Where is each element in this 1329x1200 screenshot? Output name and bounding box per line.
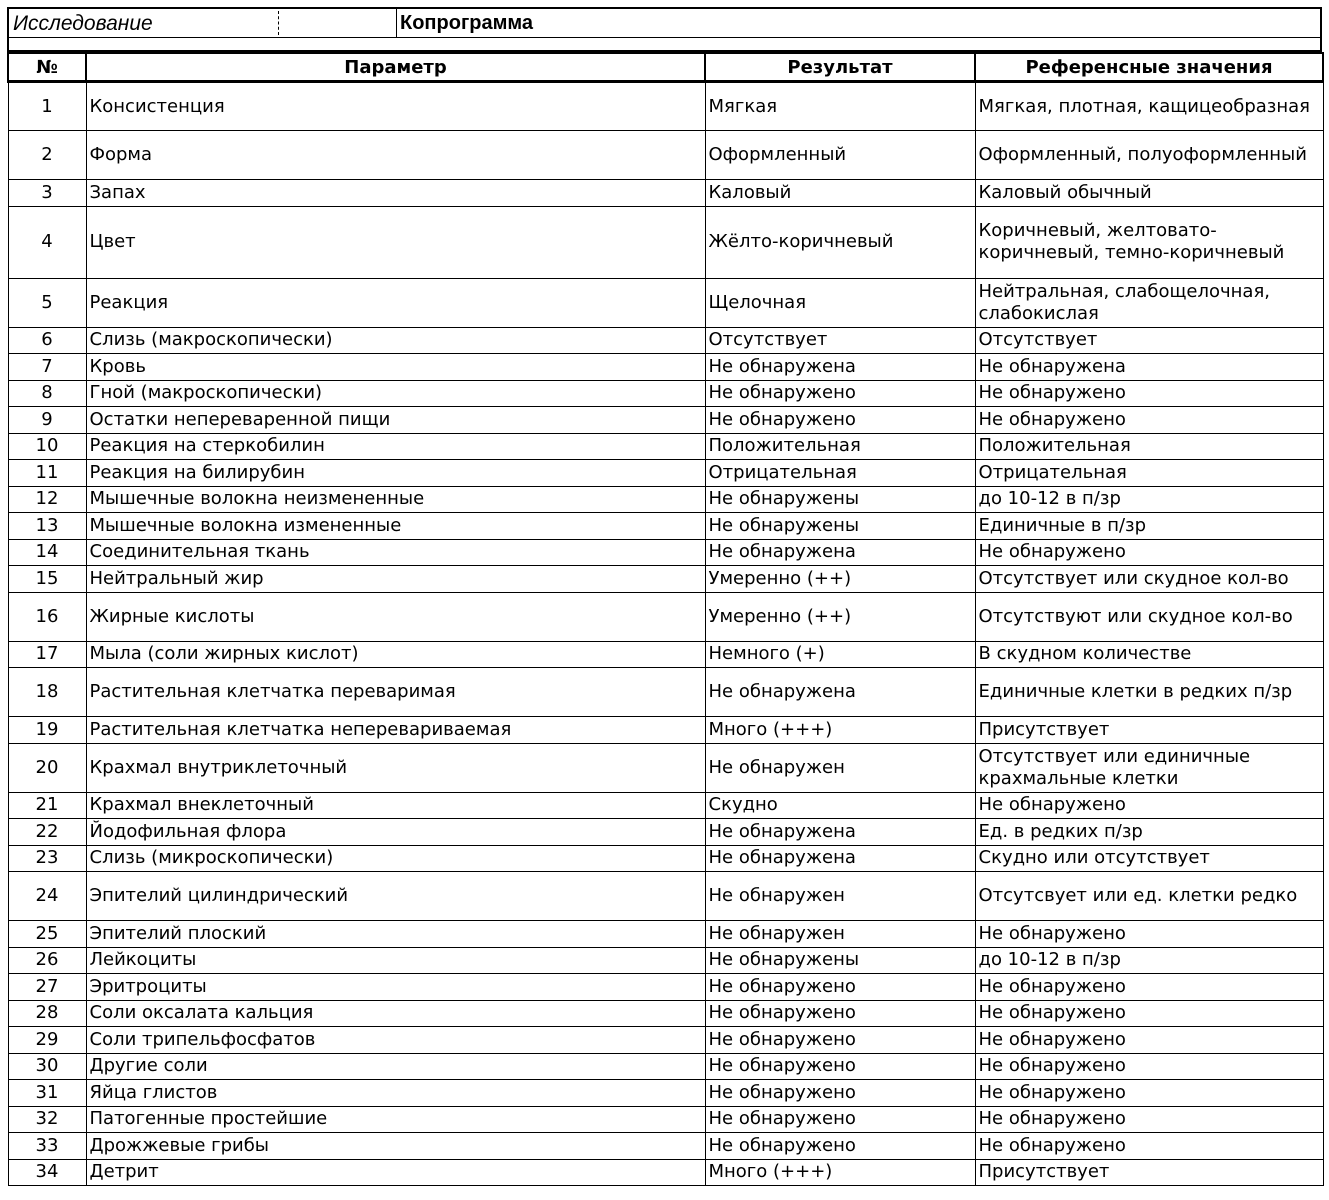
- row-result: Не обнаружена: [705, 819, 975, 846]
- row-number: 30: [8, 1053, 86, 1080]
- table-row: [8, 947, 1323, 974]
- row-number: 29: [8, 1027, 86, 1054]
- row-result: Умеренно (++): [705, 566, 975, 593]
- row-reference: Не обнаружено: [975, 1027, 1323, 1054]
- row-number: 18: [8, 668, 86, 717]
- row-reference: Оформленный, полуоформленный: [975, 131, 1323, 180]
- row-number: 34: [8, 1159, 86, 1186]
- row-parameter: Остатки непереваренной пищи: [86, 407, 705, 434]
- row-reference: Не обнаружено: [975, 921, 1323, 948]
- row-reference: Не обнаружено: [975, 1053, 1323, 1080]
- row-result: Не обнаружен: [705, 872, 975, 921]
- row-number: 11: [8, 460, 86, 487]
- table-header-row: [8, 53, 1323, 82]
- row-parameter: Растительная клетчатка переваримая: [86, 668, 705, 717]
- row-parameter: Растительная клетчатка неперевариваемая: [86, 717, 705, 744]
- row-parameter: Форма: [86, 131, 705, 180]
- table-row: [8, 1053, 1323, 1080]
- table-row: [8, 131, 1323, 180]
- row-number: 4: [8, 206, 86, 278]
- header-divider: [396, 9, 397, 37]
- table-row: [8, 819, 1323, 846]
- row-result: Скудно: [705, 792, 975, 819]
- row-result: Не обнаружен: [705, 921, 975, 948]
- row-parameter: Реакция на билирубин: [86, 460, 705, 487]
- row-parameter: Нейтральный жир: [86, 566, 705, 593]
- row-result: Не обнаружено: [705, 1080, 975, 1107]
- study-label: Исследование: [13, 12, 153, 35]
- row-number: 3: [8, 180, 86, 207]
- row-parameter: Консистенция: [86, 82, 705, 131]
- row-parameter: Цвет: [86, 206, 705, 278]
- row-result: Не обнаружена: [705, 539, 975, 566]
- table-row: [8, 82, 1323, 131]
- row-reference: Не обнаружено: [975, 380, 1323, 407]
- row-number: 22: [8, 819, 86, 846]
- table-body: [8, 82, 1323, 1186]
- row-reference: Каловый обычный: [975, 180, 1323, 207]
- table-row: [8, 354, 1323, 381]
- table-row: [8, 1133, 1323, 1160]
- row-parameter: Эритроциты: [86, 974, 705, 1001]
- row-number: 24: [8, 872, 86, 921]
- row-parameter: Патогенные простейшие: [86, 1106, 705, 1133]
- row-parameter: Детрит: [86, 1159, 705, 1186]
- results-table: [7, 52, 1324, 1186]
- row-result: Не обнаружены: [705, 486, 975, 513]
- row-parameter: Соли оксалата кальция: [86, 1000, 705, 1027]
- row-number: 8: [8, 380, 86, 407]
- row-parameter: Слизь (макроскопически): [86, 327, 705, 354]
- table-row: [8, 380, 1323, 407]
- row-result: Жёлто-коричневый: [705, 206, 975, 278]
- table-row: [8, 592, 1323, 641]
- row-parameter: Другие соли: [86, 1053, 705, 1080]
- row-reference: Отсутствует: [975, 327, 1323, 354]
- row-result: Немного (+): [705, 641, 975, 668]
- row-reference: Скудно или отсутствует: [975, 845, 1323, 872]
- row-number: 19: [8, 717, 86, 744]
- row-result: Не обнаружены: [705, 947, 975, 974]
- row-reference: Присутствует: [975, 717, 1323, 744]
- study-title: Копрограмма: [400, 12, 534, 34]
- row-result: Не обнаружена: [705, 354, 975, 381]
- table-row: [8, 1106, 1323, 1133]
- row-reference: Не обнаружено: [975, 1080, 1323, 1107]
- row-result: Не обнаружено: [705, 1106, 975, 1133]
- table-row: [8, 206, 1323, 278]
- table-row: [8, 486, 1323, 513]
- row-number: 32: [8, 1106, 86, 1133]
- row-number: 27: [8, 974, 86, 1001]
- row-number: 16: [8, 592, 86, 641]
- row-parameter: Соединительная ткань: [86, 539, 705, 566]
- row-result: Каловый: [705, 180, 975, 207]
- row-reference: Присутствует: [975, 1159, 1323, 1186]
- row-reference: Ед. в редких п/зр: [975, 819, 1323, 846]
- row-result: Не обнаружено: [705, 974, 975, 1001]
- col-header-reference: Референсные значения: [975, 53, 1323, 82]
- col-header-number: №: [8, 53, 86, 82]
- row-result: Не обнаружено: [705, 380, 975, 407]
- row-parameter: Лейкоциты: [86, 947, 705, 974]
- row-reference: Отсутствуют или скудное кол-во: [975, 592, 1323, 641]
- table-row: [8, 327, 1323, 354]
- row-number: 7: [8, 354, 86, 381]
- row-reference: Отсутствует или скудное кол-во: [975, 566, 1323, 593]
- table-row: [8, 460, 1323, 487]
- table-row: [8, 407, 1323, 434]
- row-reference: Коричневый, желтовато-коричневый, темно-коричневый: [975, 206, 1323, 278]
- row-number: 17: [8, 641, 86, 668]
- row-parameter: Йодофильная флора: [86, 819, 705, 846]
- row-number: 6: [8, 327, 86, 354]
- row-parameter: Мышечные волокна измененные: [86, 513, 705, 540]
- row-reference: Нейтральная, слабощелочная, слабокислая: [975, 278, 1323, 327]
- row-parameter: Запах: [86, 180, 705, 207]
- row-parameter: Жирные кислоты: [86, 592, 705, 641]
- row-number: 2: [8, 131, 86, 180]
- row-result: Не обнаружено: [705, 1000, 975, 1027]
- table-row: [8, 668, 1323, 717]
- row-number: 28: [8, 1000, 86, 1027]
- row-reference: Отсутствует или единичные крахмальные клетки: [975, 743, 1323, 792]
- row-number: 9: [8, 407, 86, 434]
- row-reference: Не обнаружено: [975, 974, 1323, 1001]
- row-parameter: Слизь (микроскопически): [86, 845, 705, 872]
- row-number: 5: [8, 278, 86, 327]
- row-result: Не обнаружена: [705, 845, 975, 872]
- row-reference: до 10-12 в п/зр: [975, 486, 1323, 513]
- row-result: Не обнаружено: [705, 1133, 975, 1160]
- row-parameter: Дрожжевые грибы: [86, 1133, 705, 1160]
- row-reference: Не обнаружено: [975, 1106, 1323, 1133]
- row-result: Умеренно (++): [705, 592, 975, 641]
- row-number: 15: [8, 566, 86, 593]
- table-row: [8, 717, 1323, 744]
- col-header-parameter: Параметр: [86, 53, 705, 82]
- row-number: 14: [8, 539, 86, 566]
- header-spacer: [7, 37, 1322, 52]
- table-row: [8, 433, 1323, 460]
- row-result: Не обнаружено: [705, 1027, 975, 1054]
- col-header-result: Результат: [705, 53, 975, 82]
- row-number: 20: [8, 743, 86, 792]
- row-number: 10: [8, 433, 86, 460]
- row-result: Отсутствует: [705, 327, 975, 354]
- table-row: [8, 845, 1323, 872]
- row-parameter: Реакция на стеркобилин: [86, 433, 705, 460]
- row-result: Не обнаружено: [705, 1053, 975, 1080]
- row-reference: Не обнаружено: [975, 1133, 1323, 1160]
- row-number: 26: [8, 947, 86, 974]
- row-reference: Не обнаружено: [975, 792, 1323, 819]
- row-reference: Отсутсвует или ед. клетки редко: [975, 872, 1323, 921]
- row-result: Не обнаружен: [705, 743, 975, 792]
- row-reference: Не обнаружено: [975, 539, 1323, 566]
- table-row: [8, 641, 1323, 668]
- row-parameter: Крахмал внеклеточный: [86, 792, 705, 819]
- table-row: [8, 180, 1323, 207]
- row-result: Много (+++): [705, 717, 975, 744]
- row-parameter: Соли трипельфосфатов: [86, 1027, 705, 1054]
- row-number: 12: [8, 486, 86, 513]
- row-parameter: Крахмал внутриклеточный: [86, 743, 705, 792]
- row-reference: Не обнаружено: [975, 407, 1323, 434]
- row-reference: Единичные клетки в редких п/зр: [975, 668, 1323, 717]
- row-reference: В скудном количестве: [975, 641, 1323, 668]
- row-number: 1: [8, 82, 86, 131]
- header-divider-dashed: [278, 11, 279, 35]
- row-parameter: Эпителий цилиндрический: [86, 872, 705, 921]
- table-row: [8, 1080, 1323, 1107]
- row-parameter: Мышечные волокна неизмененные: [86, 486, 705, 513]
- row-parameter: Реакция: [86, 278, 705, 327]
- table-row: [8, 1000, 1323, 1027]
- row-parameter: Мыла (соли жирных кислот): [86, 641, 705, 668]
- row-result: Оформленный: [705, 131, 975, 180]
- row-result: Не обнаружена: [705, 668, 975, 717]
- row-reference: до 10-12 в п/зр: [975, 947, 1323, 974]
- table-row: [8, 513, 1323, 540]
- row-number: 23: [8, 845, 86, 872]
- row-number: 33: [8, 1133, 86, 1160]
- row-reference: Положительная: [975, 433, 1323, 460]
- row-reference: Не обнаружена: [975, 354, 1323, 381]
- lab-report-sheet: [7, 7, 1322, 1186]
- row-result: Не обнаружены: [705, 513, 975, 540]
- row-result: Положительная: [705, 433, 975, 460]
- row-reference: Единичные в п/зр: [975, 513, 1323, 540]
- table-row: [8, 1027, 1323, 1054]
- row-result: Мягкая: [705, 82, 975, 131]
- table-row: [8, 539, 1323, 566]
- row-reference: Отрицательная: [975, 460, 1323, 487]
- row-reference: Не обнаружено: [975, 1000, 1323, 1027]
- table-row: [8, 974, 1323, 1001]
- row-reference: Мягкая, плотная, кащицеобразная: [975, 82, 1323, 131]
- table-row: [8, 566, 1323, 593]
- table-row: [8, 1159, 1323, 1186]
- row-number: 31: [8, 1080, 86, 1107]
- table-row: [8, 792, 1323, 819]
- row-result: Щелочная: [705, 278, 975, 327]
- row-parameter: Кровь: [86, 354, 705, 381]
- row-number: 21: [8, 792, 86, 819]
- row-number: 13: [8, 513, 86, 540]
- row-result: Много (+++): [705, 1159, 975, 1186]
- table-row: [8, 743, 1323, 792]
- table-row: [8, 278, 1323, 327]
- study-header: [7, 7, 1322, 37]
- table-row: [8, 872, 1323, 921]
- table-row: [8, 921, 1323, 948]
- row-parameter: Эпителий плоский: [86, 921, 705, 948]
- row-parameter: Яйца глистов: [86, 1080, 705, 1107]
- row-number: 25: [8, 921, 86, 948]
- row-result: Не обнаружено: [705, 407, 975, 434]
- row-parameter: Гной (макроскопически): [86, 380, 705, 407]
- row-result: Отрицательная: [705, 460, 975, 487]
